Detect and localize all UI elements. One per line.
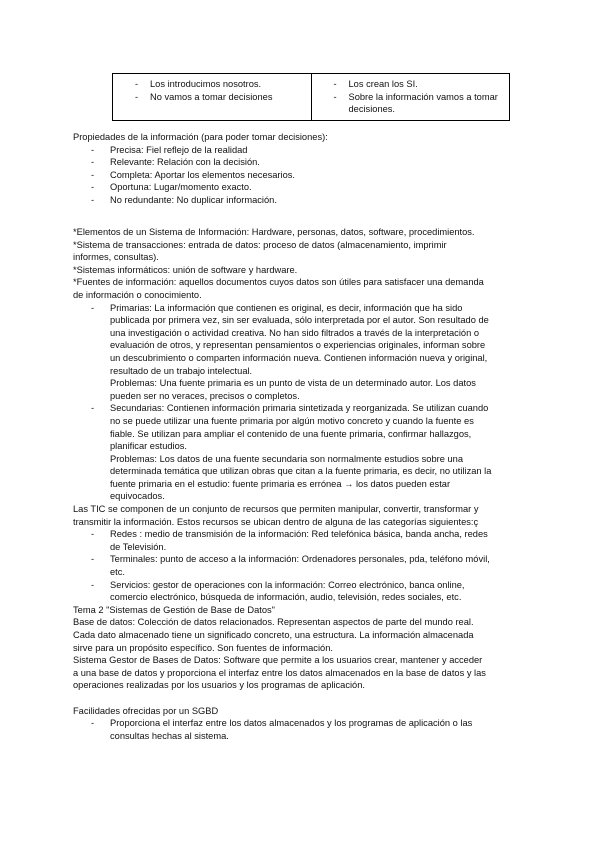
def-transacciones: *Sistema de transacciones: entrada de datos: proceso de datos (almacenamiento, imprimir xyxy=(73,239,447,250)
def-informaticos: *Sistemas informáticos: unión de software y hardware. xyxy=(73,264,298,275)
text-line: fiable. Se utilizan para ampliar el contenido de una fuente primaria, confirmar hallazgos, xyxy=(110,428,472,439)
text-line: fuente primaria en el estudio: fuente primaria es errónea → los datos pueden estar xyxy=(110,478,451,489)
def-elementos: *Elementos de un Sistema de Información: Hardware, personas, datos, software, procedimientos. xyxy=(73,227,475,237)
text-line: consultas hechas al sistema. xyxy=(110,730,229,741)
tic-intro: Las TIC se componen de un conjunto de recursos que permiten manipular, convertir, transformar y xyxy=(73,504,479,515)
text-line: evaluación de otros, y representan pensamientos o experiencias originales, informan sobre xyxy=(110,340,486,351)
list-item: - Terminales: punto de acceso a la información: Ordenadores personales, pda, teléfono móvil, xyxy=(91,554,490,565)
text-line: de Televisión. xyxy=(110,541,167,552)
text-line: publicada por primera vez, sin ser evaluada, sólo interpretada por el autor. Son resultado de xyxy=(110,315,489,326)
text-line: Cada dato almacenado tiene un significado concreto, una estructura. La información almacenada xyxy=(73,630,474,640)
table-cell-left xyxy=(113,74,312,121)
text-line: etc. xyxy=(110,567,125,578)
text-line: resultado de un trabajo intelectual. xyxy=(110,365,253,376)
list-item: - Relevante: Relación con la decisión. xyxy=(91,157,260,168)
text-line: Problemas: Los datos de una fuente secundaria son normalmente estudios sobre una xyxy=(110,453,463,464)
text-line: Problemas: Una fuente primaria es un punto de vista de un determinado autor. Los datos xyxy=(110,378,476,389)
text-line: comercio electrónico, búsqueda de información, audio, televisión, redes sociales, etc. xyxy=(110,592,462,603)
list-item: - Completa: Aportar los elementos necesarios. xyxy=(91,169,295,180)
list-item: - Proporciona el interfaz entre los datos almacenados y los programas de aplicación o las xyxy=(91,718,473,729)
text-line: planificar estudios. xyxy=(110,441,187,452)
list-item: - No redundante: No duplicar información. xyxy=(91,194,277,205)
comparison-table xyxy=(112,73,510,121)
tema2-title: Tema 2 "Sistemas de Gestión de Base de Datos" xyxy=(73,604,275,615)
def-fuentes: *Fuentes de información: aquellos documentos cuyos datos son útiles para satisfacer una demanda xyxy=(73,277,484,288)
tic-intro-cont: transmitir la información. Estos recursos se ubican dentro de alguna de las categorías siguientes:ç xyxy=(73,516,479,527)
list-item: - Servicios: gestor de operaciones con la información: Correo electrónico, banca online, xyxy=(91,579,465,590)
list-item: - Redes : medio de transmisión de la información: Red telefónica básica, banda ancha, redes xyxy=(91,529,488,540)
spacer xyxy=(73,692,525,705)
text-line: sirve para un propósito específico. Son fuentes de información. xyxy=(73,642,333,653)
text-line: operaciones realizadas por los usuarios y los programas de aplicación. xyxy=(73,680,365,691)
table-item: - Los introducimos nosotros. xyxy=(113,78,307,91)
text-line: una investigación o actividad creativa. No han sido filtrados a través de la interpretación o xyxy=(110,327,479,338)
text-line: pueden ser no veraces, precisos o completos. xyxy=(110,390,300,401)
propiedades-section xyxy=(73,131,525,207)
text-line: no se puede utilizar una fuente primaria por algún motivo concreto y cuando la fuente es xyxy=(110,415,474,426)
table-item: - No vamos a tomar decisiones xyxy=(113,91,307,104)
def-transacciones-cont: informes, consultas). xyxy=(73,252,159,263)
text-line: determinada temática que utilizan obras que citan a la fuente primaria, es decir, no utilizan la xyxy=(110,466,492,477)
bd-definition: Base de datos: Colección de datos relacionados. Representan aspectos de parte del mundo real. xyxy=(73,617,474,628)
propiedades-title: Propiedades de la información (para poder tomar decisiones): xyxy=(73,132,328,142)
text-line: equivocados. xyxy=(110,491,165,502)
definitions-section xyxy=(73,226,525,742)
list-item-secundarias: - Secundarias: Contienen información primaria sintetizada y reorganizada. Se utilizan cuando xyxy=(91,403,489,414)
list-item-primarias: - Primarias: La información que contienen es original, es decir, información que ha sido xyxy=(91,302,463,313)
table-cell-right xyxy=(311,74,510,121)
list-item: - Precisa: Fiel reflejo de la realidad xyxy=(91,144,248,155)
text-line: un descubrimiento o comparten información nueva. Contienen información nueva y original, xyxy=(110,352,488,363)
sgbd-definition: Sistema Gestor de Bases de Datos: Software que permite a los usuarios crear, mantener y acceder xyxy=(73,655,483,666)
facilidades-title: Facilidades ofrecidas por un SGBD xyxy=(73,705,219,716)
table-item: - Sobre la información vamos a tomar decisiones. xyxy=(312,91,506,116)
text-line: a una base de datos y proporciona el interfaz entre los datos almacenados en la base de datos y las xyxy=(73,667,486,678)
table-item: - Los crean los SI. xyxy=(312,78,506,91)
list-item: - Oportuna: Lugar/momento exacto. xyxy=(91,182,252,193)
def-fuentes-cont: de información o conocimiento. xyxy=(73,289,202,300)
